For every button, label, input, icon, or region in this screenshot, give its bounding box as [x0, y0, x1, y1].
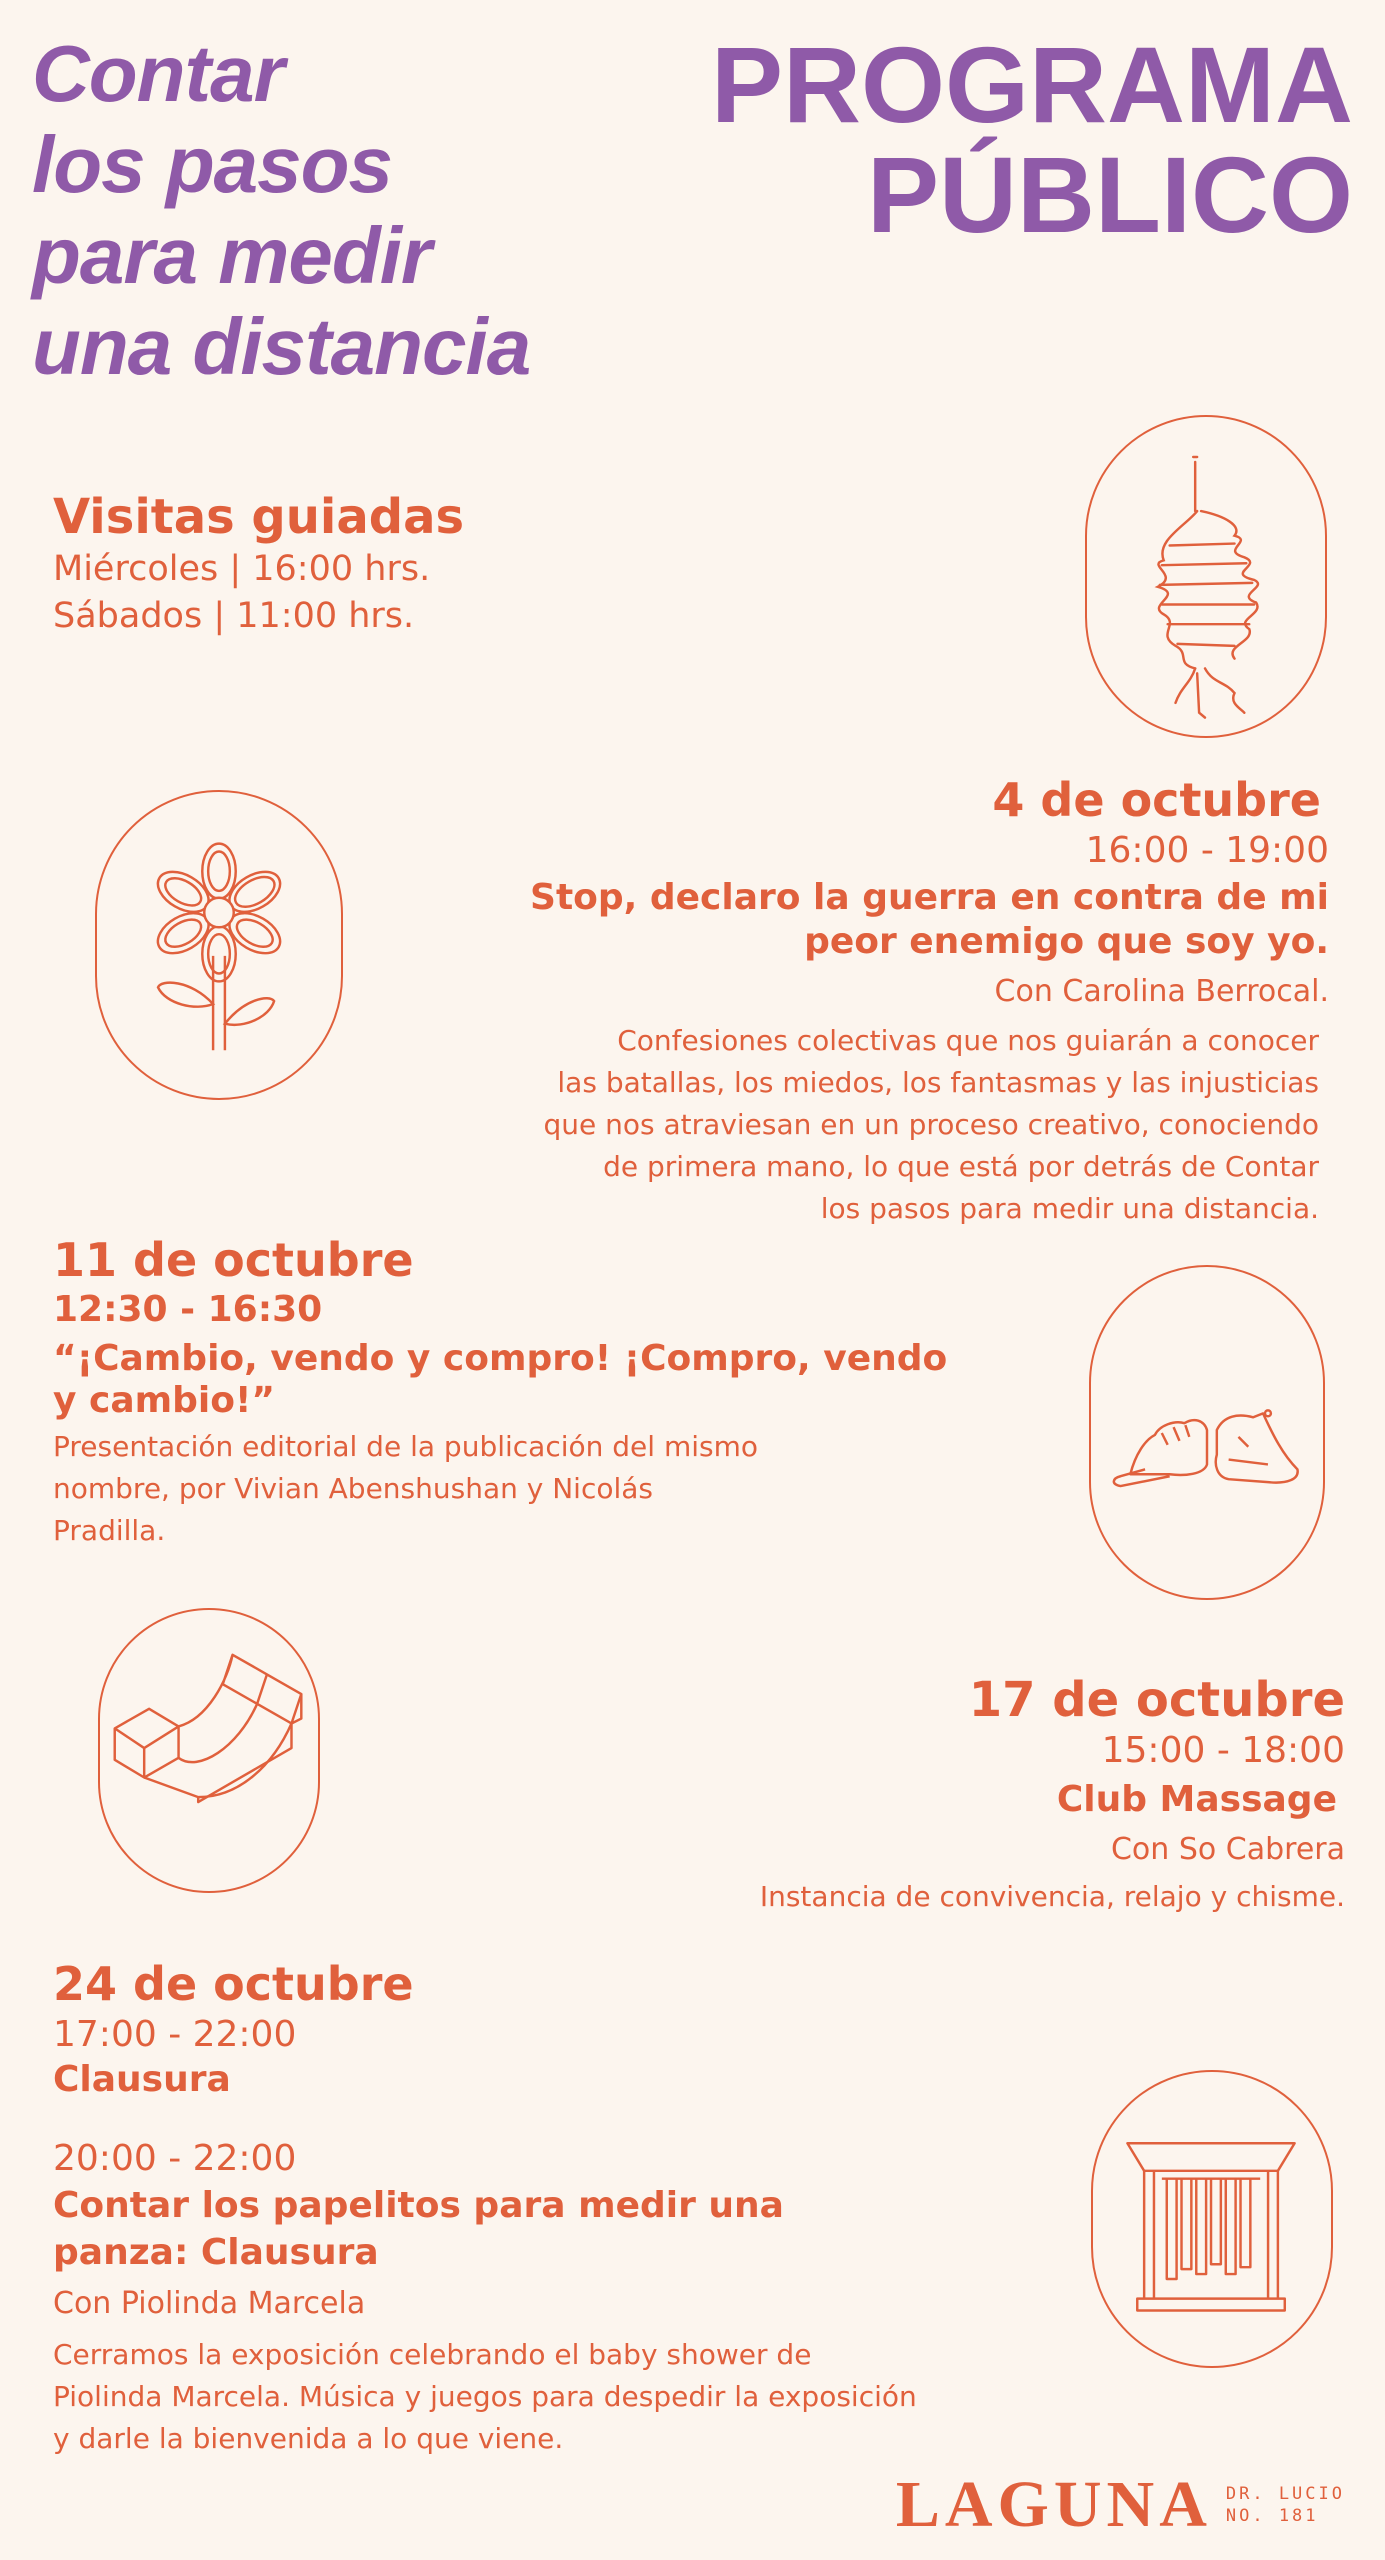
desc-line: Cerramos la exposición celebrando el baby shower de: [53, 2338, 812, 2371]
desc-line: de primera mano, lo que está por detrás de Contar: [603, 1150, 1319, 1183]
desc-line: los pasos para medir una distancia.: [820, 1192, 1319, 1225]
event-title-line: y cambio!”: [53, 1380, 276, 1421]
event-host: Con Piolinda Marcela: [53, 2286, 366, 2321]
guided-tours-line: Sábados | 11:00 hrs.: [53, 596, 415, 636]
logo-address-line: DR. LUCIO: [1225, 2484, 1345, 2504]
shoes-icon: [1089, 1265, 1325, 1600]
logo-wordmark: LAGUNA: [895, 2468, 1212, 2541]
event-description: [53, 1426, 953, 1552]
event-host: Con So Cabrera: [1110, 1832, 1345, 1867]
logo-address-line: NO. 181: [1225, 2506, 1319, 2526]
event-time: 12:30 - 16:30: [53, 1289, 323, 1330]
event-title: [53, 1338, 953, 1422]
event-description: Instancia de convivencia, relajo y chisme.: [759, 1880, 1345, 1913]
event-title-line: Contar los papelitos para medir una: [53, 2185, 784, 2226]
event-oct-11: [53, 1232, 953, 1552]
chimes-icon: [1091, 2070, 1333, 2368]
desc-line: Piolinda Marcela. Música y juegos para despedir la exposición: [53, 2380, 917, 2413]
program-title: PROGRAMA PÚBLICO: [711, 24, 1353, 255]
event-date: 24 de octubre: [53, 1957, 414, 2011]
event-host: Con Carolina Berrocal.: [994, 974, 1329, 1009]
event-title: [469, 876, 1329, 964]
laguna-logo: [896, 2470, 1345, 2540]
exhibition-title: Contar los pasos para medir una distancia: [32, 29, 531, 391]
logo-address: [1226, 2483, 1345, 2527]
event-oct-4: [469, 772, 1329, 1230]
event-time: 17:00 - 22:00: [53, 2014, 297, 2055]
event-oct-24: [53, 1956, 1053, 2460]
event-date: 4 de octubre: [992, 773, 1321, 827]
event-title-line: Stop, declaro la guerra en contra de mi: [530, 877, 1329, 918]
guided-tours-heading: Visitas guiadas: [53, 489, 465, 545]
event-date: 11 de octubre: [53, 1233, 414, 1287]
desc-line: Pradilla.: [53, 1514, 166, 1547]
guided-tours-line: Miércoles | 16:00 hrs.: [53, 549, 431, 589]
event-description: [53, 2334, 1053, 2460]
event-title-line: peor enemigo que soy yo.: [804, 921, 1329, 962]
desc-line: nombre, por Vivian Abenshushan y Nicolás: [53, 1472, 654, 1505]
guided-tours: [53, 488, 464, 640]
event-title-line: panza: Clausura: [53, 2232, 379, 2273]
desc-line: que nos atraviesan en un proceso creativo, conociendo: [543, 1108, 1319, 1141]
event-date: 17 de octubre: [968, 1672, 1345, 1728]
desc-line: y darle la bienvenida a lo que viene.: [53, 2422, 564, 2455]
desc-line: las batallas, los miedos, los fantasmas y las injusticias: [557, 1066, 1319, 1099]
scribble-figure-icon: [1085, 415, 1327, 738]
flower-icon: [95, 790, 343, 1100]
event-oct-17: [545, 1672, 1345, 1918]
event-title: Club Massage: [1056, 1779, 1337, 1820]
event-time: 15:00 - 18:00: [1101, 1730, 1345, 1771]
desc-line: Presentación editorial de la publicación del mismo: [53, 1430, 759, 1463]
event-time-2: 20:00 - 22:00: [53, 2138, 297, 2179]
event-time: 16:00 - 19:00: [1085, 830, 1329, 871]
event-description: [469, 1020, 1319, 1230]
event-title-line: “¡Cambio, vendo y compro! ¡Compro, vendo: [53, 1338, 948, 1379]
half-pipe-icon: [98, 1608, 320, 1893]
event-title-2: [53, 2182, 1053, 2276]
desc-line: Confesiones colectivas que nos guiarán a conocer: [617, 1024, 1319, 1057]
event-title: Clausura: [53, 2059, 231, 2100]
